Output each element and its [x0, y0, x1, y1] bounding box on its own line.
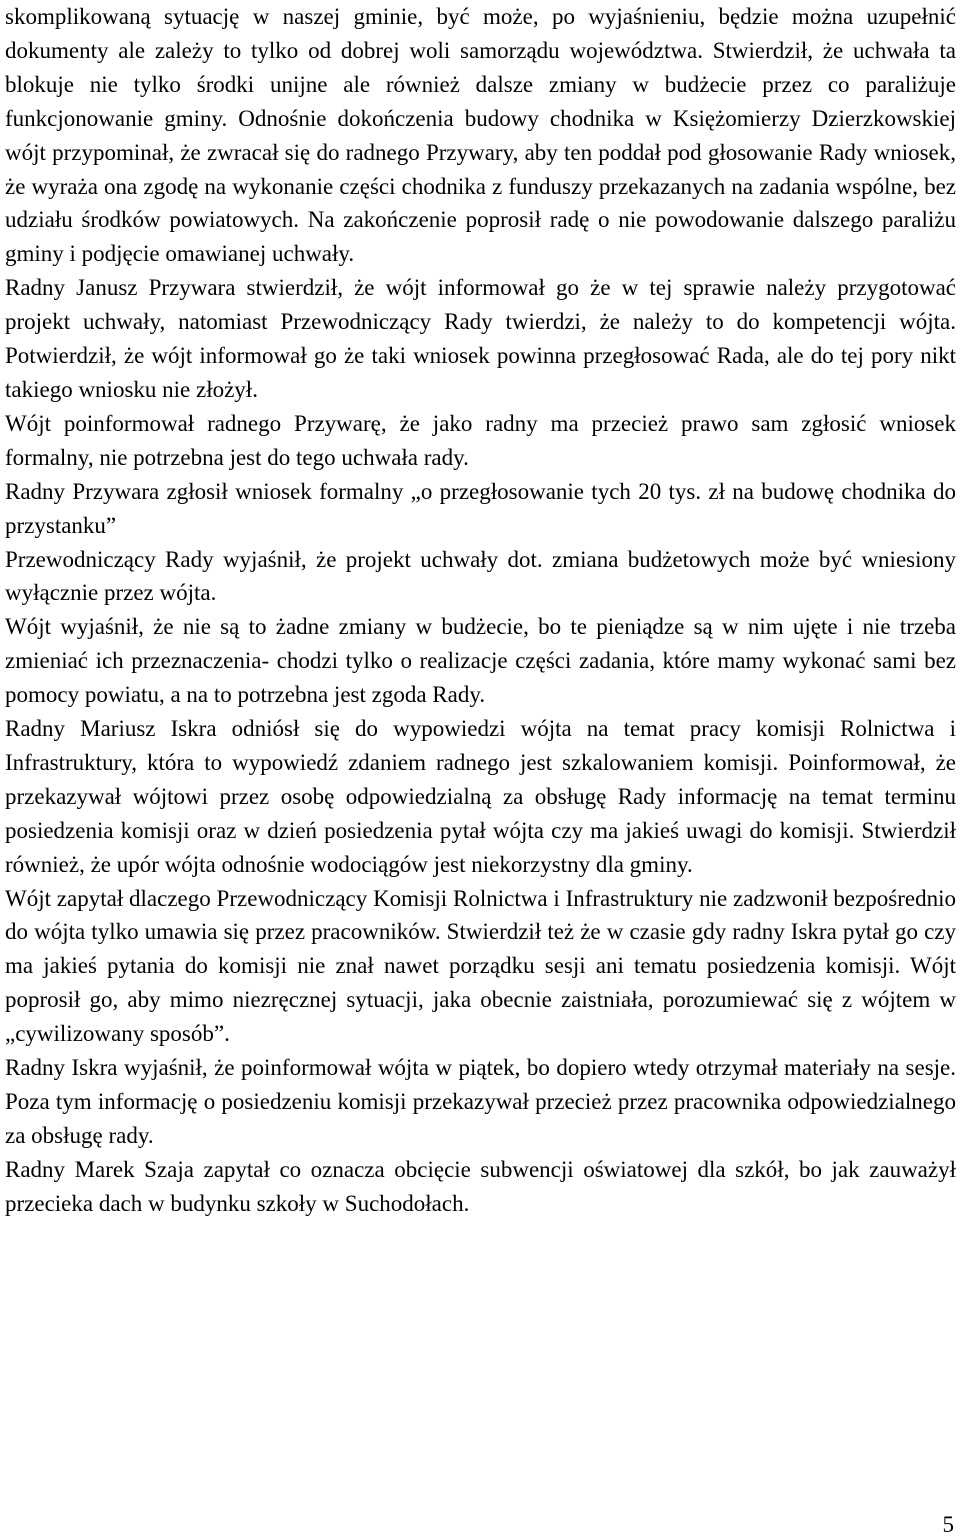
paragraph-wojt-question: Wójt zapytał dlaczego Przewodniczący Komisji Rolnictwa i Infrastruktury nie zadzwonił bezpośrednio do wójta tylko umawia się przez pracowników. Stwierdził też że w czasie gdy radny Iskra pytał go czy ma jakieś pytania do komisji nie znał nawet porządku sesji ani tematu posiedzenia komisji. Wójt poprosił go, aby mimo niezręcznej sytuacji, jaka obecnie zaistniała, porozumiewać się z wójtem w „cywilizowany sposób”.: [5, 885, 956, 1047]
paragraph-wojt-info: Wójt poinformował radnego Przywarę, że jako radny ma przecież prawo sam zgłosić wniosek formalny, nie potrzebna jest do tego uchwała rady.: [5, 410, 956, 470]
paragraph-wojt-budget: Wójt wyjaśnił, że nie są to żadne zmiany w budżecie, bo te pieniądze są w nim ujęte i nie trzeba zmieniać ich przeznaczenia- chodzi tylko o realizacje części zadania, które mamy wykonać sami bez pomocy powiatu, a na to potrzebna jest zgoda Rady.: [5, 614, 956, 708]
page-number: 5: [942, 1512, 954, 1537]
document-page: [5, 0, 956, 1221]
paragraph-chairman-explanation: Przewodniczący Rady wyjaśnił, że projekt uchwały dot. zmiana budżetowych może być wniesiony wyłącznie przez wójta.: [5, 546, 956, 606]
paragraph-iskra-explanation: Radny Iskra wyjaśnił, że poinformował wójta w piątek, bo dopiero wtedy otrzymał materiały na sesje. Poza tym informację o posiedzeniu komisji przekazywał przecież przez pracownika odpowiedzialnego za obsługę rady.: [5, 1055, 956, 1148]
paragraph-gmina-situation: skomplikowaną sytuację w naszej gminie, być może, po wyjaśnieniu, będzie można uzupełnić dokumenty ale zależy to tylko od dobrej woli samorządu województwa. Stwierdził, że uchwała ta blokuje nie tylko środki unijne ale również dalsze zmiany w budżecie przez co paraliżuje funkcjonowanie gminy. Odnośnie dokończenia budowy chodnika w Księżomierzy Dzierzkowskiej wójt przypominał, że zwracał się do radnego Przywary, aby ten poddał pod głosowanie Rady wniosek, że wyraża ona zgodę na wykonanie części chodnika z funduszy przekazanych na zadania wspólne, bez udziału środków powiatowych. Na zakończenie poprosił radę o nie powodowanie dalszego paraliżu gminy i podjęcie omawianej uchwały.: [5, 4, 956, 267]
paragraph-przywara-statement: Radny Janusz Przywara stwierdził, że wójt informował go że w tej sprawie należy przygotować projekt uchwały, natomiast Przewodniczący Rady twierdzi, że należy to do kompetencji wójta. Potwierdził, że wójt informował go że taki wniosek powinna przegłosować Rada, ale do tej pory nikt takiego wniosku nie złożył.: [5, 275, 956, 402]
paragraph-szaja-question: Radny Marek Szaja zapytał co oznacza obcięcie subwencji oświatowej dla szkół, bo jak zauważył przecieka dach w budynku szkoły w Suchodołach.: [5, 1156, 956, 1216]
paragraph-formal-motion: Radny Przywara zgłosił wniosek formalny „o przegłosowanie tych 20 tys. zł na budowę chodnika do przystanku”: [5, 478, 956, 538]
paragraph-iskra-commission: Radny Mariusz Iskra odniósł się do wypowiedzi wójta na temat pracy komisji Rolnictwa i Infrastruktury, która to wypowiedź zdaniem radnego jest szkalowaniem komisji. Poinformował, że przekazywał wójtowi przez osobę odpowiedzialną za obsługę Rady informację na temat terminu posiedzenia komisji oraz w dzień posiedzenia pytał wójta czy ma jakieś uwagi do komisji. Stwierdził również, że upór wójta odnośnie wodociągów jest niekorzystny dla gminy.: [5, 716, 956, 877]
